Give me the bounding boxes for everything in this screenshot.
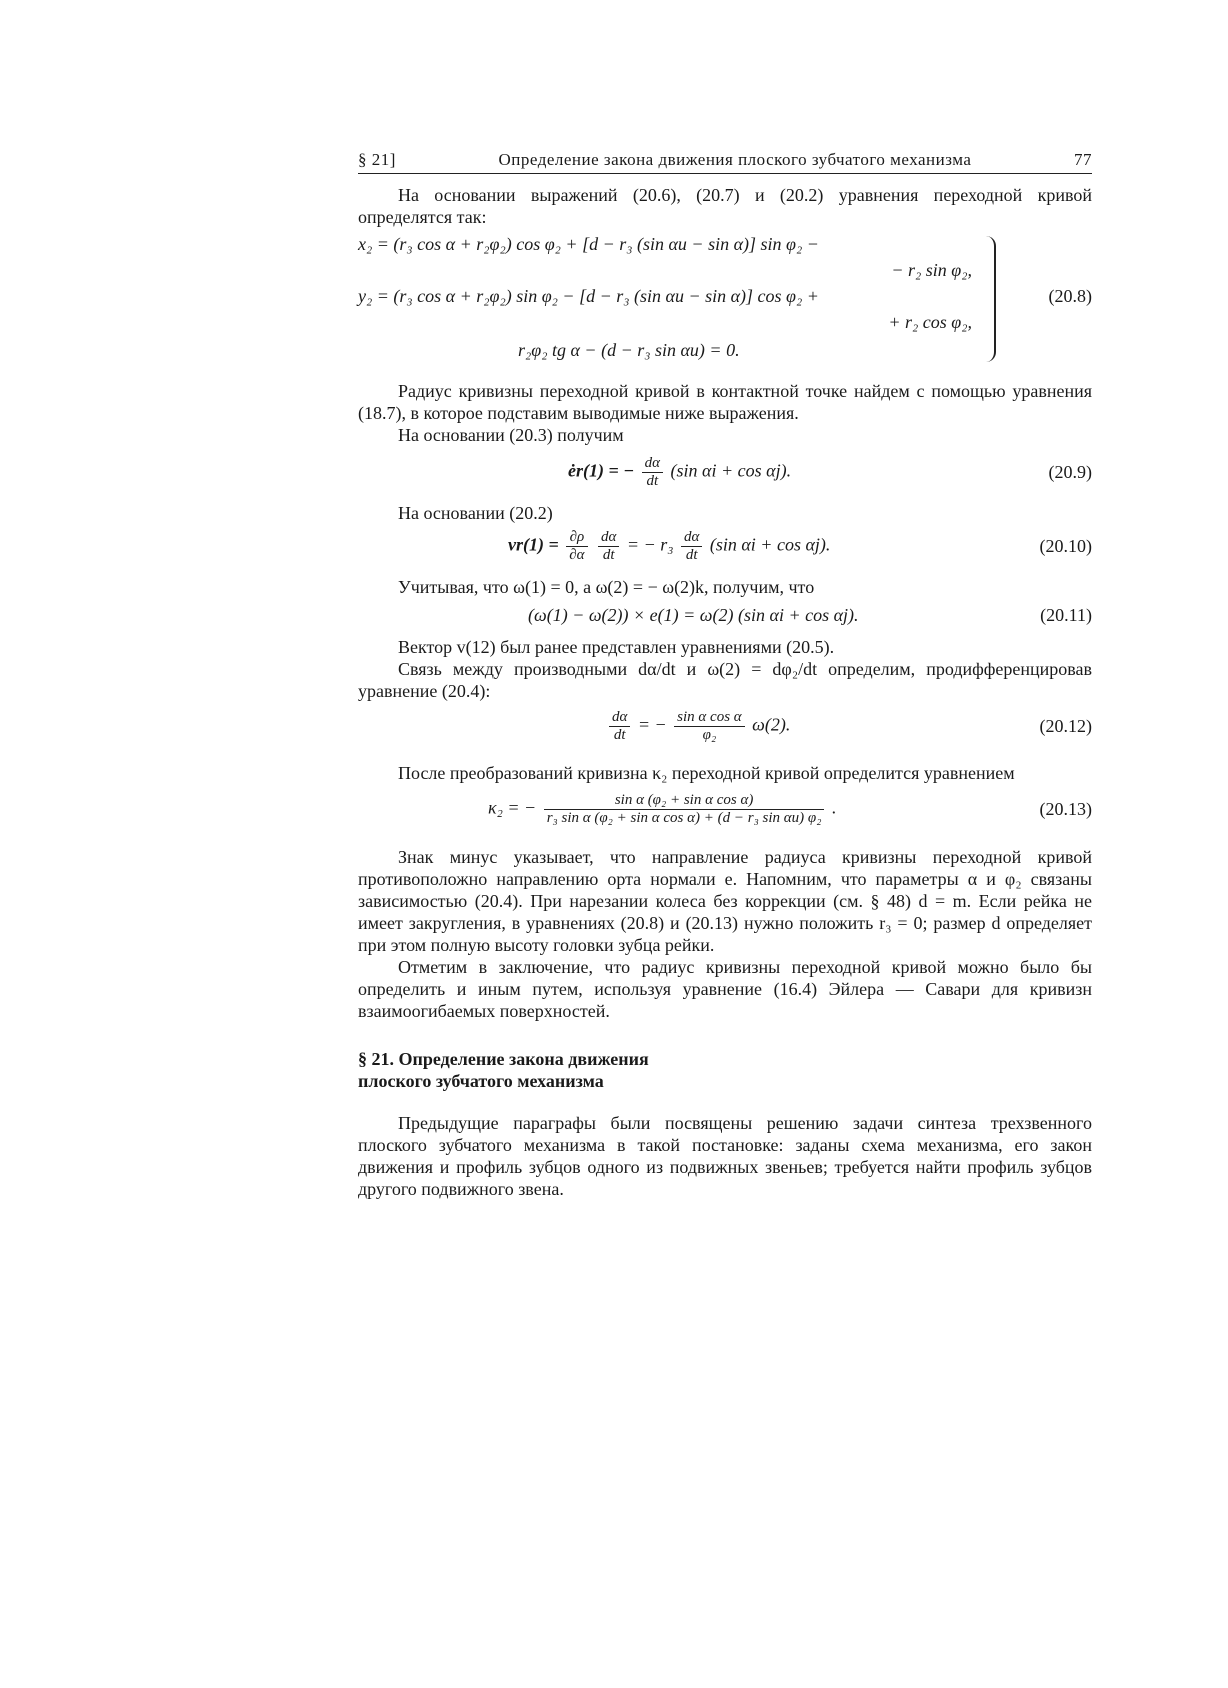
frac-num: sin α cos α [674, 709, 745, 727]
eq-line: r₂φ₂ tg α − (d − r₃ sin αи) = 0. [518, 340, 740, 360]
frac-num: dα [642, 455, 663, 473]
equation-20-9 [358, 450, 1092, 494]
equation-number: (20.8) [1048, 286, 1092, 306]
frac-den: ∂α [569, 546, 585, 563]
brace [984, 236, 996, 362]
page-number: 77 [1074, 150, 1092, 169]
frac-den: dt [602, 546, 615, 563]
eq-rhs: (sin αi + cos αj). [670, 460, 792, 481]
running-header [358, 150, 1092, 174]
paragraph: Вектор v(12) был ранее представлен уравнениями (20.5). [398, 637, 835, 657]
equation-number: (20.9) [1048, 461, 1092, 482]
equation-20-8 [358, 234, 1092, 366]
frac-den: φ₂ [702, 726, 717, 743]
equation-20-12 [358, 702, 1092, 750]
frac-num: sin α (φ₂ + sin α cos α) [544, 792, 825, 810]
equation-number: (20.12) [1039, 715, 1092, 736]
paragraph: Учитывая, что ω(1) = 0, а ω(2) = − ω(2)k, получим, что [398, 577, 815, 597]
paragraph: Знак минус указывает, что направление радиуса кривизны переходной кривой противоположно направлению орта нормали e. Напомним, что параметры α и φ₂ связаны зависимостью (20.4). При нарезании колеса без коррекции (см. § 48) d = m. Если рейка не имеет закругления, в уравнениях (20.8) и (20.13) нужно положить r₃ = 0; размер d определяет при этом полную высоту головки зубца рейки. [358, 847, 1092, 955]
frac-den: dt [685, 546, 698, 563]
page [358, 150, 1092, 1200]
frac-num: dα [609, 709, 630, 727]
equation-number: (20.11) [1040, 604, 1092, 625]
eq-lhs: ėr(1) = − [568, 460, 635, 481]
header-section: § 21] [358, 150, 396, 169]
eq-rhs: (sin αi + cos αj). [709, 534, 831, 555]
eq-rhs: ω(2). [752, 714, 791, 735]
eq-mid: = − r₃ [626, 534, 674, 555]
frac-den: dt [646, 472, 659, 489]
eq-body: (ω(1) − ω(2)) × e(1) = ω(2) (sin αi + cos αj). [528, 604, 859, 625]
eq-lhs: κ₂ = − [488, 797, 537, 818]
paragraph: На основании (20.2) [398, 503, 553, 523]
eq-line: x₂ = (r₃ cos α + r₂φ₂) cos φ₂ + [d − r₃ (sin αи − sin α)] sin φ₂ − [358, 234, 819, 254]
section-heading [358, 1048, 1092, 1092]
paragraph: Радиус кривизны переходной кривой в контактной точке найдем с помощью уравнения (18.7), в которое подставим выводимые ниже выражения. [358, 381, 1092, 423]
equation-20-10 [358, 524, 1092, 568]
paragraph: После преобразований кривизна κ₂ переходной кривой определится уравнением [398, 763, 1015, 783]
frac-num: ∂ρ [566, 529, 587, 547]
frac-num: dα [681, 529, 702, 547]
paragraph: Связь между производными dα/dt и ω(2) = dφ₂/dt определим, продифференцировав уравнение (20.4): [358, 659, 1092, 701]
eq-mid: = − [637, 714, 667, 735]
frac-num: dα [598, 529, 619, 547]
frac-den: dt [613, 726, 626, 743]
frac-den: r₃ sin α (φ₂ + sin α cos α) + (d − r₃ sin αи) φ₂ [546, 809, 822, 826]
paragraph: На основании выражений (20.6), (20.7) и (20.2) уравнения переходной кривой определятся так: [358, 185, 1092, 227]
equation-20-13 [358, 784, 1092, 834]
paragraph: Отметим в заключение, что радиус кривизны переходной кривой можно было бы определить и иным путем, используя уравнение (16.4) Эйлера — Савари для кривизн взаимоогибаемых поверхностей. [358, 957, 1092, 1021]
section-title-line: плоского зубчатого механизма [358, 1071, 604, 1091]
eq-line: y₂ = (r₃ cos α + r₂φ₂) sin φ₂ − [d − r₃ (sin αи − sin α)] cos φ₂ + [358, 286, 819, 306]
equation-number: (20.13) [1039, 798, 1092, 819]
equation-20-11 [358, 598, 1092, 632]
eq-line: − r₂ sin φ₂, [891, 260, 972, 280]
eq-rhs: . [831, 797, 837, 818]
eq-lhs: vr(1) = [508, 534, 559, 555]
header-title: Определение закона движения плоского зубчатого механизма [498, 150, 972, 169]
equation-number: (20.10) [1039, 535, 1092, 556]
paragraph: На основании (20.3) получим [398, 425, 624, 445]
paragraph: Предыдущие параграфы были посвящены решению задачи синтеза трехзвенного плоского зубчатого механизма в такой постановке: заданы схема механизма, его закон движения и профиль зубцов одного из подвижных звеньев; требуется найти профиль зубцов другого подвижного звена. [358, 1113, 1092, 1199]
section-title-line: § 21. Определение закона движения [358, 1049, 649, 1069]
eq-line: + r₂ cos φ₂, [888, 312, 972, 332]
